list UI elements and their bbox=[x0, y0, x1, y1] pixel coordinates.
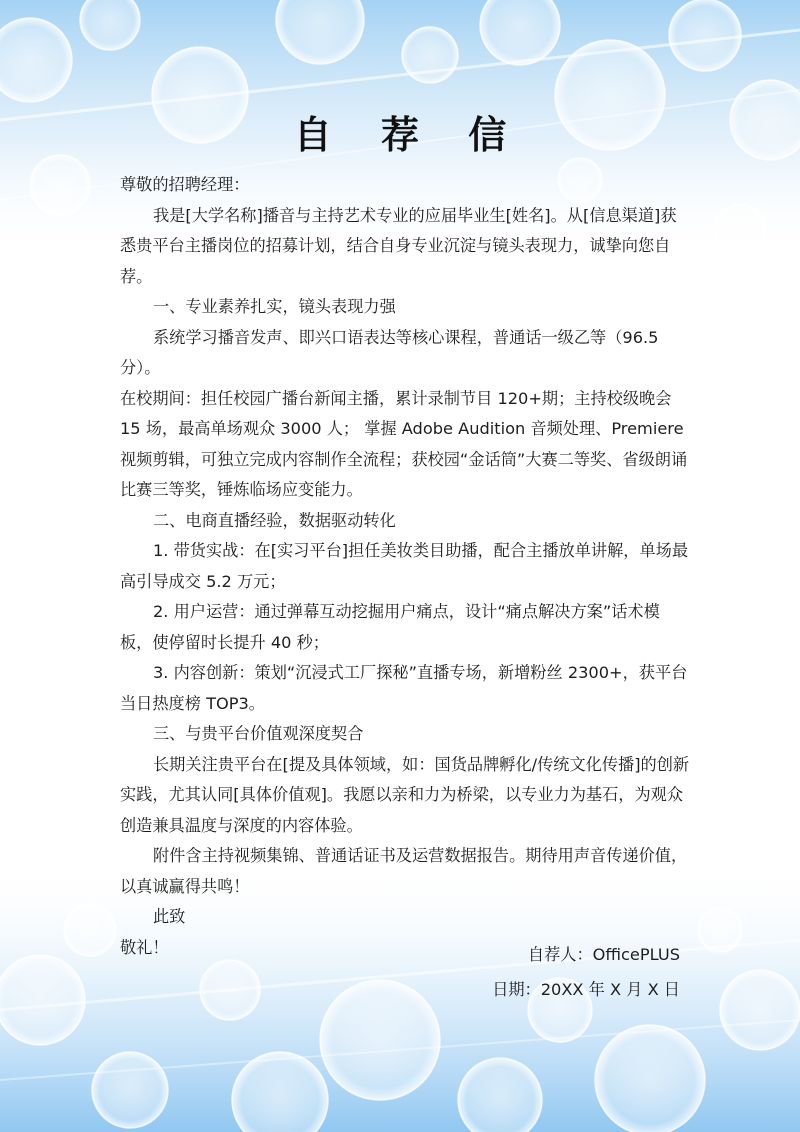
signature: 自荐人：OfficePLUS bbox=[527, 945, 680, 964]
section-heading-2: 二、电商直播经验，数据驱动转化 bbox=[153, 510, 396, 530]
closing-line: 此致 bbox=[153, 907, 186, 926]
salutation: 尊敬的招聘经理： bbox=[120, 175, 250, 194]
list-item-2: 2. 用户运营：通过弹幕互动挖掘用户痛点，设计“痛点解决方案”话术模板，使停留时长提升 40 秒； bbox=[120, 602, 660, 652]
paragraph-study: 系统学习播音发声、即兴口语表达等核心课程，普通话一级乙等（96.5 分）。 bbox=[120, 327, 659, 377]
section-heading-1: 一、专业素养扎实，镜头表现力强 bbox=[153, 297, 396, 316]
paragraph-intro: 我是[大学名称]播音与主持艺术专业的应届毕业生[姓名]。从[信息渠道]获悉贵平台主播岗位的招募计划，结合自身专业沉淀与镜头表现力，诚挚向您自荐。 bbox=[120, 205, 677, 286]
list-item-1: 1. 带货实战：在[实习平台]担任美妆类目助播，配合主播放单讲解，单场最高引导成交 5.2 万元； bbox=[120, 541, 689, 591]
paragraph-values: 长期关注贵平台在[提及具体领域，如：国货品牌孵化/传统文化传播]的创新实践，尤其认同[具体价值观]。我愿以亲和力为桥梁，以专业力为基石，为观众创造兼具温度与深度的内容体验。 bbox=[120, 754, 690, 835]
closing-salute: 敬礼！ bbox=[120, 937, 169, 957]
list-item-3: 3. 内容创新：策划“沉浸式工厂探秘”直播专场，新增粉丝 2300+，获平台当日热度榜 TOP3。 bbox=[120, 663, 688, 713]
letter-body bbox=[120, 170, 690, 963]
paragraph-campus: 在校期间：担任校园广播台新闻主播，累计录制节目 120+期；主持校级晚会 15 场，最高单场观众 3000 人； 掌握 Adobe Audition 音频处理、Premiere 视频剪辑，可独立完成内容制作全流程；获校园“金话筒”大赛二等奖、省级朗诵比赛三等奖，锤炼临场应变能力。 bbox=[120, 388, 688, 499]
paragraph-attachments: 附件含主持视频集锦、普通话证书及运营数据报告。期待用声音传递价值，以真诚赢得共鸣！ bbox=[120, 846, 688, 896]
letter-title: 自 荐 信 bbox=[293, 113, 525, 157]
date-line: 日期：20XX 年 X 月 X 日 bbox=[492, 980, 680, 999]
section-heading-3: 三、与贵平台价值观深度契合 bbox=[153, 724, 364, 743]
